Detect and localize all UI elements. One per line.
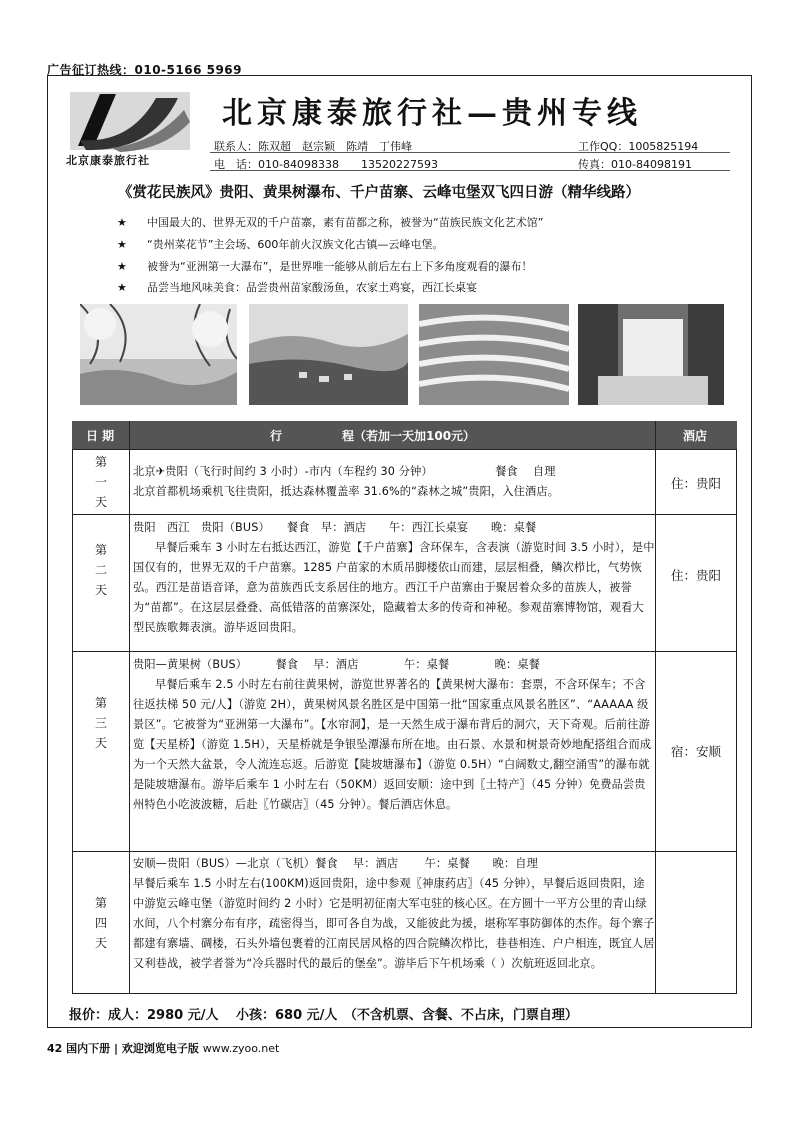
highlight-item: ★ “贵州菜花节”主会场、600年前火汉族文化古镇—云峰屯堡。 <box>117 238 444 251</box>
divider <box>72 514 737 515</box>
page-number: 42 <box>47 1042 63 1055</box>
day-route: 北京✈贵阳（飞行时间约 3 小时）-市内（车程约 30 分钟） 餐食 自理 <box>133 465 556 478</box>
day-description: 早餐后乘车 2.5 小时左右前往黄果树，游览世界著名的【黄果树大瀑布：套票，不含环保车；不含往返扶梯 50 元/人】（游览 2H），黄果树风景名胜区是中国第一批“国家重点风景名胜区”、“AAAAA 级景区”。它被誉为“亚洲第一大瀑布”。【水帘洞】，是一天然生成于瀑布背后的洞穴，天下奇观。后前往游览【天星桥】（游览 1.5H），天星桥就是争银坠潭瀑布所在地。由石景、水景和树景奇妙地配搭组合而成为一个天然大盆景，令人流连忘返。后游览【陡坡塘瀑布】（游览 0.5H）“白阔数丈,翻空涌雪”的瀑布就是陡坡塘瀑布。游毕后乘车 1 小时左右（50KM）返回安顺：途中到〖土特产〗（45 分钟）免费品尝贵州特色小吃波波糖，后赴〖竹碳店〗（45 分钟）。餐后酒店休息。 <box>133 678 652 811</box>
day-route: 贵阳 西江 贵阳（BUS） 餐食 早：酒店 午：西江长桌宴 晚：桌餐 <box>133 521 537 534</box>
divider <box>210 152 730 153</box>
star-icon: ★ <box>117 281 127 294</box>
fax-number: 传真：010-84098191 <box>578 158 692 171</box>
welcome-text: 欢迎浏览电子版 <box>121 1042 199 1055</box>
photo-village-valley <box>249 304 408 405</box>
day-label: 第 四 天 <box>94 896 107 950</box>
star-icon: ★ <box>117 216 127 229</box>
photo-terraces <box>419 304 569 405</box>
contact-persons: 联系人：陈双超 赵宗颖 陈靖 丁伟峰 <box>214 140 412 153</box>
col-itinerary-header: 行 程（若加一天加100元） <box>270 429 476 443</box>
tour-title: 《赏花民族风》贵阳、黄果树瀑布、千户苗寨、云峰屯堡双飞四日游（精华线路） <box>118 185 640 201</box>
day-1-content <box>133 462 655 502</box>
phone-numbers: 电 话：010-84098338 13520227593 <box>214 158 438 171</box>
divider <box>72 651 737 652</box>
day-route: 安顺—贵阳（BUS）—北京（飞机）餐食 早：酒店 午：桌餐 晚：自理 <box>133 857 538 870</box>
page-footer <box>47 1040 279 1056</box>
divider <box>210 170 730 171</box>
divider <box>72 449 737 450</box>
page-title: 北京康泰旅行社—贵州专线 <box>222 96 642 131</box>
star-icon: ★ <box>117 260 127 273</box>
footer-separator: | <box>114 1042 119 1055</box>
day-label: 第 三 天 <box>94 696 107 750</box>
ad-hotline: 广告征订热线：010-5166 5969 <box>47 63 243 77</box>
section-name: 国内下册 <box>66 1042 111 1055</box>
photo-waterfall <box>578 304 724 405</box>
photo-blossoms <box>80 304 237 405</box>
price-line: 报价：成人：2980 元/人 小孩：680 元/人 （不含机票、含餐、不占床，门票自理） <box>69 1008 578 1023</box>
highlight-item: ★ 被誉为“亚洲第一大瀑布”，是世界唯一能够从前后左右上下多角度观看的瀑布！ <box>117 260 533 273</box>
day-3-content <box>133 655 655 815</box>
site-link[interactable]: www.zyoo.net <box>202 1042 280 1055</box>
col-hotel-header: 酒店 <box>683 429 708 443</box>
col-date-header: 日 期 <box>86 429 115 443</box>
day-description: 北京首都机场乘机飞往贵阳，抵达森林覆盖率 31.6%的“森林之城”贵阳，入住酒店。 <box>133 485 560 498</box>
highlight-item: ★ 中国最大的、世界无双的千户苗寨，素有苗都之称，被誉为“苗族民族文化艺术馆” <box>117 216 544 229</box>
star-icon: ★ <box>117 238 127 251</box>
day-label: 第 二 天 <box>94 543 107 597</box>
divider <box>72 851 737 852</box>
day-route: 贵阳—黄果树（BUS） 餐食 早：酒店 午：桌餐 晚：桌餐 <box>133 658 540 671</box>
day-4-content <box>133 854 655 974</box>
day-description: 早餐后乘车 1.5 小时左右(100KM)返回贵阳，途中参观〖神康药店〗（45 分钟），早餐后返回贵阳，途中游览云峰屯堡（游览时间约 2 小时）它是明初征南大军屯驻的核心区。在方圆十一平方公里的青山绿水间，八个村寨分布有序，疏密得当，即可各自为战，又能彼此为援，堪称军事防御体的杰作。每个寨子都建有寨墙、碉楼，石头外墙包裹着的江南民居风格的四合院鳞次栉比，巷巷相连、户户相连，既宜人居又利巷战，被学者誉为“冷兵器时代的最后的堡垒”。游毕后下午机场乘（ ）次航班返回北京。 <box>133 877 655 970</box>
day-label: 第 一 天 <box>94 455 107 509</box>
day-description: 早餐后乘车 3 小时左右抵达西江，游览【千户苗寨】含环保车，含表演（游览时间 3.5 小时），是中国仅有的，世界无双的千户苗寨。1285 户苗家的木质吊脚楼依山而建，层层相叠，鳞次栉比，气势恢弘。西江是苗语音译，意为苗族西氏支系居住的地方。西江千户苗寨由于聚居着众多的苗族人，被誉为“苗都”。在这层层叠叠、高低错落的苗寨深处，隐藏着太多的传奇和神秘。参观苗寨博物馆，观看大型民族歌舞表演。游毕返回贵阳。 <box>133 541 655 634</box>
logo-text: 北京康泰旅行社 <box>66 154 150 167</box>
qq-number: 工作QQ：1005825194 <box>578 140 699 153</box>
divider <box>655 421 656 994</box>
day-hotel: 住：贵阳 <box>670 476 721 491</box>
day-hotel: 住：贵阳 <box>670 568 721 583</box>
day-hotel: 宿：安顺 <box>670 744 721 759</box>
highlight-item: ★ 品尝当地风味美食：品尝贵州苗家酸汤鱼，农家土鸡宴，西江长桌宴 <box>117 281 477 294</box>
day-2-content <box>133 518 655 638</box>
